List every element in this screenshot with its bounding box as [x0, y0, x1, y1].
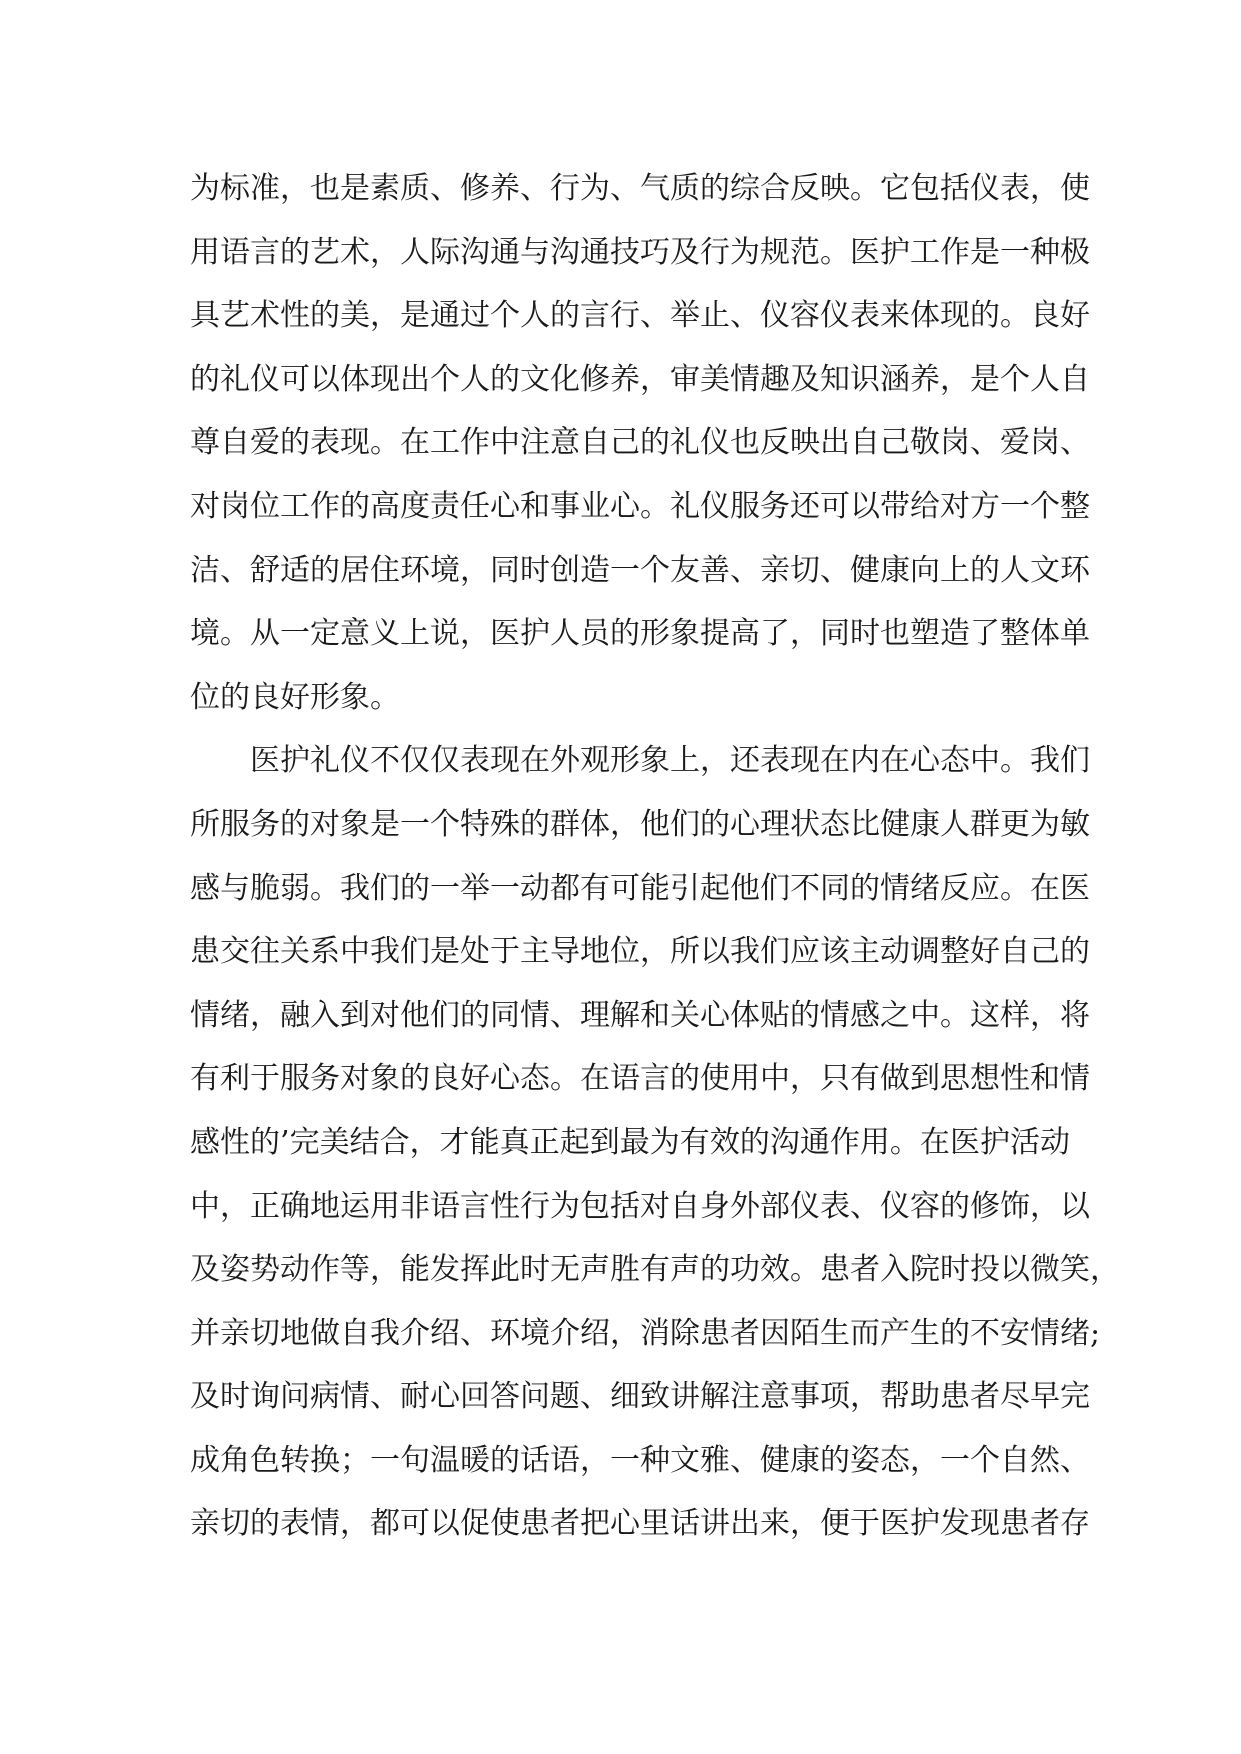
- body-text: [190, 157, 1120, 1556]
- text-line: 具艺术性的美，是通过个人的言行、举止、仪容仪表来体现的。良好: [190, 298, 1090, 334]
- text-line: 的礼仪可以体现出个人的文化修养，审美情趣及知识涵养，是个人自: [190, 361, 1090, 397]
- text-line: 中，正确地运用非语言性行为包括对自身外部仪表、仪容的修饰，以: [190, 1188, 1090, 1224]
- text-line: 有利于服务对象的良好心态。在语言的使用中，只有做到思想性和情: [190, 1061, 1090, 1097]
- text-line: 感性的’完美结合，才能真正起到最为有效的沟通作用。在医护活动: [190, 1124, 1070, 1160]
- text-line: 为标准，也是素质、修养、行为、气质的综合反映。它包括仪表，使: [190, 171, 1090, 206]
- text-line: 用语言的艺术，人际沟通与沟通技巧及行为规范。医护工作是一种极: [190, 234, 1090, 270]
- text-line: 尊自爱的表现。在工作中注意自己的礼仪也反映出自己敬岗、爱岗、: [190, 425, 1090, 461]
- text-line: 境。从一定意义上说，医护人员的形象提高了，同时也塑造了整体单: [190, 616, 1090, 652]
- text-line: 成角色转换；一句温暖的话语，一种文雅、健康的姿态，一个自然、: [190, 1442, 1090, 1478]
- text-line: 感与脆弱。我们的一举一动都有可能引起他们不同的情绪反应。在医: [190, 870, 1090, 906]
- text-line: 患交往关系中我们是处于主导地位，所以我们应该主动调整好自己的: [190, 934, 1090, 970]
- text-line: 亲切的表情，都可以促使患者把心里话讲出来，便于医护发现患者存: [190, 1506, 1090, 1542]
- text-line: 所服务的对象是一个特殊的群体，他们的心理状态比健康人群更为敏: [190, 806, 1090, 842]
- text-line: 对岗位工作的高度责任心和事业心。礼仪服务还可以带给对方一个整: [190, 488, 1090, 524]
- text-line: 及时询问病情、耐心回答问题、细致讲解注意事项，帮助患者尽早完: [190, 1379, 1090, 1415]
- text-line: 洁、舒适的居住环境，同时创造一个友善、亲切、健康向上的人文环: [190, 552, 1090, 588]
- text-line: 及姿势动作等，能发挥此时无声胜有声的功效。患者入院时投以微笑，: [190, 1252, 1120, 1288]
- paragraph-first-line: 医护礼仪不仅仅表现在外观形象上，还表现在内在心态中。我们: [250, 743, 1090, 779]
- text-line: 位的良好形象。: [190, 679, 400, 715]
- text-line: 情绪，融入到对他们的同情、理解和关心体贴的情感之中。这样，将: [190, 997, 1090, 1033]
- text-line: 并亲切地做自我介绍、环境介绍，消除患者因陌生而产生的不安情绪;: [190, 1315, 1101, 1351]
